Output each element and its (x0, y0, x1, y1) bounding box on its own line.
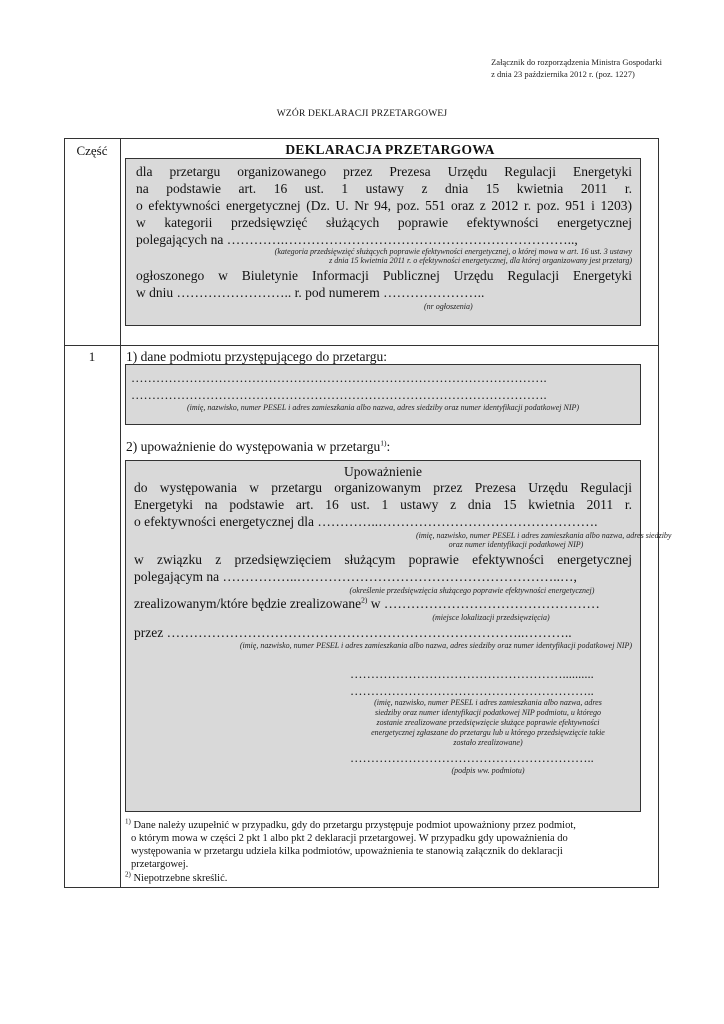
auth-note-1b: oraz numer identyfikacji podatkowej NIP) (448, 540, 584, 549)
footnote-2-marker: 2) (125, 870, 131, 879)
entity-data-box (125, 364, 641, 425)
signature-note-e: zostało zrealizowane) (453, 738, 523, 747)
announcement-number-note: (nr ogłoszenia) (424, 302, 473, 311)
authorization-label-colon: : (386, 439, 391, 454)
auth-note-3: (miejsce lokalizacji przedsięwzięcia) (432, 613, 550, 622)
footnote-1-line-2: o którym mowa w części 2 pkt 1 albo pkt 2 deklaracji przetargowej. W przypadku gdy upoważnienia do (131, 833, 568, 844)
auth-by-field[interactable]: przez ……………………………………………………………………..……….. (134, 625, 572, 640)
entity-data-dots-2[interactable]: ………………………………………………………………………………………. (131, 388, 547, 402)
category-note-2: z dnia 15 kwietnia 2011 r. o efektywności energetycznej, dla której organizowany jest przetarg) (329, 256, 632, 265)
auth-note-4: (imię, nazwisko, numer PESEL i adres zamieszkania albo nazwa, adres siedziby oraz numer identyfikacji podatkowej NIP) (239, 641, 632, 650)
tender-info-box (125, 158, 641, 326)
tender-line-3: o efektywności energetycznej (Dz. U. Nr 94, poz. 551 oraz z 2012 r. poz. 951 i 1203) (136, 198, 632, 213)
announcement-date-number-field[interactable]: w dniu …………………….. r. pod numerem ………………….. (136, 285, 485, 300)
column-header-part: Część (76, 143, 108, 158)
tender-line-6: ogłoszonego w Biuletynie Informacji Publicznej Urzędu Regulacji Energetyki (136, 268, 632, 283)
regulation-header (491, 56, 662, 80)
auth-note-2: (określenie przedsięwzięcia służącego poprawie efektywności energetycznej) (349, 586, 595, 595)
row-number: 1 (88, 349, 96, 364)
signature-note-b: siedziby oraz numer identyfikacji podatkowej NIP podmiotu, u którego (375, 708, 601, 717)
entity-data-label: 1) dane podmiotu przystępującego do przetargu: (126, 349, 388, 364)
signature-dots-b[interactable]: ………………………………………………….. (350, 684, 594, 698)
footnote-ref-2: 2) (361, 595, 368, 605)
signature-dots-a[interactable]: …………………………………………….......... (350, 667, 594, 681)
signature-note-a: (imię, nazwisko, numer PESEL i adres zamieszkania albo nazwa, adres (374, 698, 602, 707)
authorization-title: Upoważnienie (344, 464, 422, 479)
auth-line-2: Energetyki na podstawie art. 16 ust. 1 ustawy z dnia 15 kwietnia 2011 r. (134, 497, 632, 512)
auth-location-dots[interactable]: w ………………………………………… (367, 596, 600, 611)
entity-data-dots-1[interactable]: ………………………………………………………………………………………. (131, 371, 547, 385)
footnote-1-line-1 (125, 819, 576, 832)
auth-realized-text[interactable]: zrealizowanym/które będzie zrealizowane (134, 596, 362, 611)
entity-data-note: (imię, nazwisko, numer PESEL i adres zamieszkania albo nazwa, adres siedziby oraz numer identyfikacji podatkowej NIP) (186, 403, 580, 412)
table-row-divider (64, 345, 659, 346)
signature-note-c: zostanie zrealizowane przedsięwzięcie służące poprawie efektywności (376, 718, 600, 727)
auth-line-1: do występowania w przetargu organizowanym przez Prezesa Urzędu Regulacji (134, 480, 632, 495)
auth-note-1a: (imię, nazwisko, numer PESEL i adres zamieszkania albo nazwa, adres siedziby (416, 531, 672, 540)
authorization-box (125, 460, 672, 812)
footnote-2 (125, 872, 227, 885)
authorization-label (126, 439, 390, 455)
auth-entity-field[interactable]: o efektywności energetycznej dla …………..…………………………………………. (134, 514, 598, 529)
auth-location-field[interactable] (134, 596, 600, 612)
table-column-divider (120, 138, 121, 888)
footnote-1-line-3: występowania w przetargu udziela kilka podmiotów, upoważnienia te stanowią załącznik do deklaracji (131, 846, 563, 857)
footnote-1-marker: 1) (125, 817, 131, 826)
tender-line-2: na podstawie art. 16 ust. 1 ustawy z dnia 15 kwietnia 2011 r. (136, 181, 632, 196)
footnote-1-text: Dane należy uzupełnić w przypadku, gdy do przetargu przystępuje podmiot upoważniony przez podmiot, (130, 820, 576, 831)
section-title: DEKLARACJA PRZETARGOWA (285, 142, 495, 157)
footnote-2-text: Niepotrzebne skreślić. (130, 873, 228, 884)
signature-dots-c[interactable]: ………………………………………………….. (350, 751, 594, 765)
footnote-1-line-4: przetargowej. (131, 859, 189, 870)
footnote-ref-1: 1) (380, 438, 387, 448)
auth-project-field[interactable]: polegającym na ……………..…………………………………………………..…, (134, 569, 577, 584)
header-line-2: z dnia 23 października 2012 r. (poz. 1227) (491, 69, 635, 79)
tender-category-field[interactable]: polegających na ………….……………………………………………………….., (136, 232, 578, 247)
tender-line-1: dla przetargu organizowanego przez Prezesa Urzędu Regulacji Energetyki (136, 164, 632, 179)
auth-line-4: w związku z przedsięwzięciem służącym poprawie efektywności energetycznej (134, 552, 632, 567)
authorization-label-text: 2) upoważnienie do występowania w przetargu (126, 439, 381, 454)
tender-line-4: w kategorii przedsięwzięć służących poprawie efektywności energetycznej (136, 215, 632, 230)
header-line-1: Załącznik do rozporządzenia Ministra Gospodarki (491, 57, 662, 67)
signature-note-sign: (podpis ww. podmiotu) (451, 766, 525, 775)
signature-note-d: energetycznej zgłaszane do przetargu lub u którego przedsięwzięcie takie (371, 728, 605, 737)
category-note-1: (kategoria przedsięwzięć służących poprawie efektywności energetycznej, o której mowa w art. 16 ust. 3 ustawy (274, 247, 632, 256)
document-title: WZÓR DEKLARACJI PRZETARGOWEJ (276, 109, 448, 119)
